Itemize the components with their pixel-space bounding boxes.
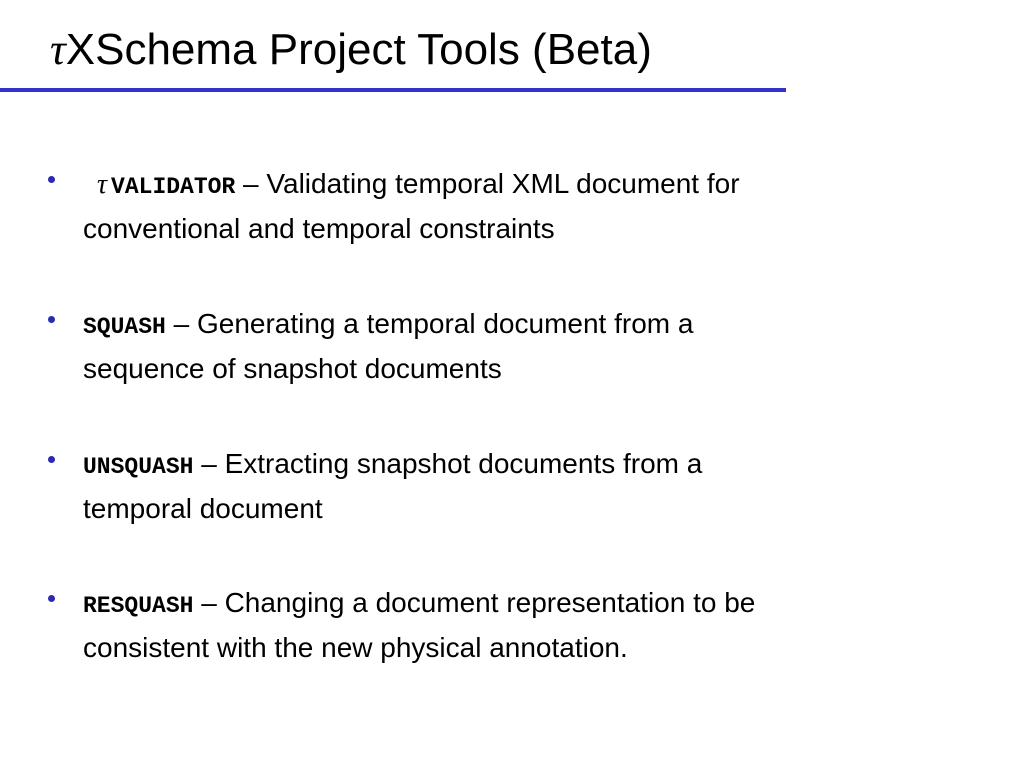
item-line-1 <box>83 303 963 348</box>
bullet-marker <box>48 176 55 183</box>
bullet-marker <box>48 456 55 463</box>
dash: – <box>193 448 225 479</box>
list-item-unsquash <box>83 443 963 530</box>
slide-title-text: XSchema Project Tools (Beta) <box>65 25 652 74</box>
item-line-1 <box>83 163 963 208</box>
tau-symbol: τ <box>97 169 108 200</box>
item-line-1 <box>83 582 963 627</box>
dash: – <box>165 308 197 339</box>
bullet-marker <box>48 595 55 602</box>
dash: – <box>193 587 225 618</box>
item-description-continued: conventional and temporal constraints <box>83 213 555 244</box>
item-description: Extracting snapshot documents from a <box>224 448 703 479</box>
item-description: Generating a temporal document from a <box>196 308 694 339</box>
list-item-squash <box>83 303 963 390</box>
item-description: Changing a document representation to be <box>224 587 756 618</box>
item-description: Validating temporal XML document for <box>266 168 740 199</box>
dash: – <box>235 168 267 199</box>
item-description-continued: temporal document <box>83 493 323 524</box>
bullet-marker <box>48 316 55 323</box>
tool-name: UNSQUASH <box>83 454 194 480</box>
item-description-continued: consistent with the new physical annotation. <box>83 632 628 663</box>
list-item-resquash <box>83 582 963 669</box>
list-item-validator <box>83 163 963 250</box>
tool-name: VALIDATOR <box>111 174 236 200</box>
tool-name: SQUASH <box>83 314 166 340</box>
tool-name: RESQUASH <box>83 593 194 619</box>
tau-symbol: τ <box>50 25 66 74</box>
item-description-continued: sequence of snapshot documents <box>83 353 502 384</box>
item-line-1 <box>83 443 963 488</box>
